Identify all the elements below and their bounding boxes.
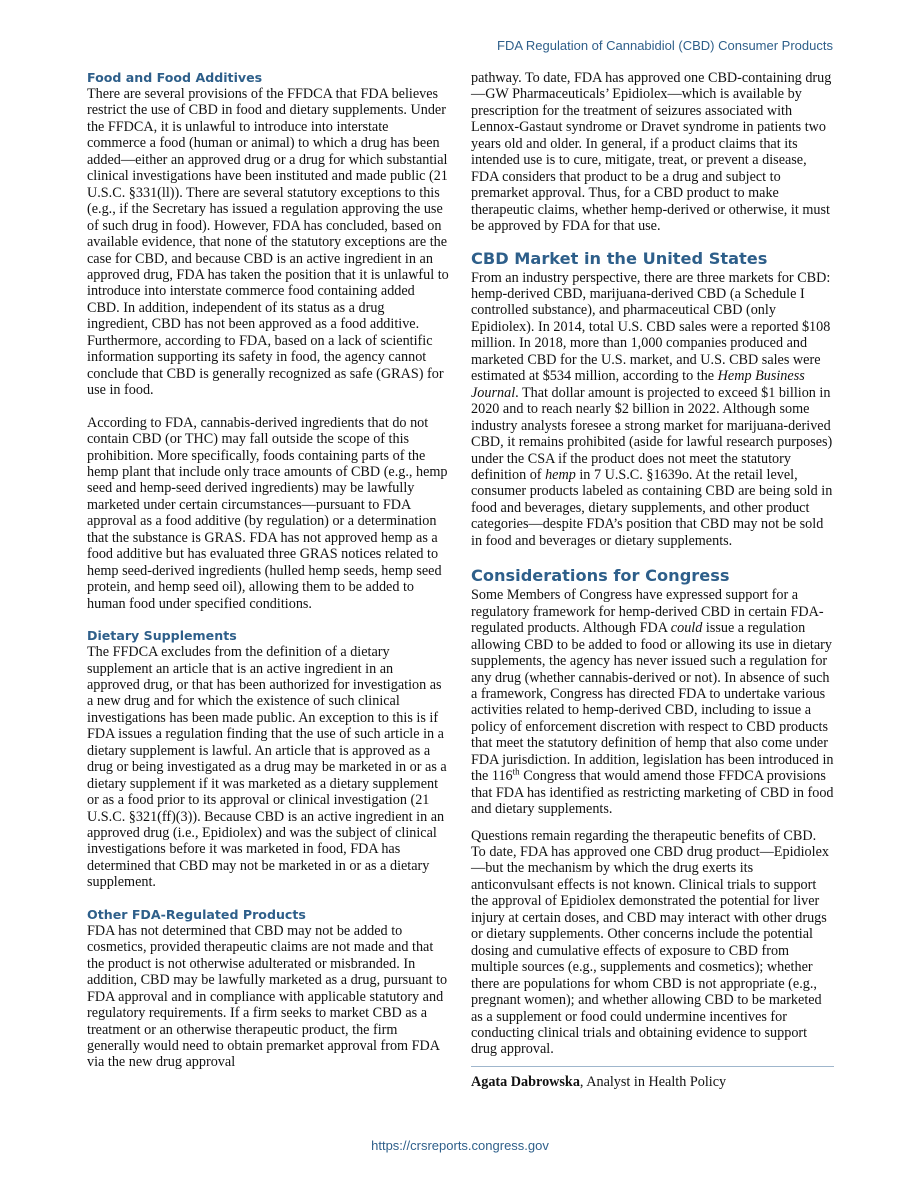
paragraph: pathway. To date, FDA has approved one CBD-containing drug—GW Pharmaceuticals’ Epidiolex—which is available by prescription for the treatment of seizures associated with Lennox-Gastaut syndrome or Dravet syndrome in patients two years old and older. In general, if a product claims that its intended use is to cure, mitigate, treat, or prevent a disease, FDA considers that product to be a drug and subject to premarket approval. Thus, for a CBD product to make therapeutic claims, whether hemp-derived or otherwise, it must be approved by FDA for that use. <box>471 70 832 235</box>
running-header: FDA Regulation of Cannabidiol (CBD) Consumer Products <box>497 38 833 53</box>
section-heading-food: Food and Food Additives <box>87 70 263 85</box>
paragraph <box>471 587 834 817</box>
paragraph: According to FDA, cannabis-derived ingredients that do not contain CBD (or THC) may fall outside the scope of this prohibition. More specifically, foods containing parts of the hemp plant that include only trace amounts of CBD (e.g., hemp seed and hemp-seed derived ingredients) may be lawfully marketed under certain circumstances—pursuant to FDA approval as a food additive (by regulation) or a determination that the substance is GRAS. FDA has not approved hemp as a food additive but has evaluated three GRAS notices related to hemp seed-derived ingredients (hulled hemp seeds, hemp seed protein, and hemp seed oil), allowing them to be added to human food under specified conditions. <box>87 414 448 612</box>
emphasis-could: could <box>670 620 703 637</box>
text-run: issue a regulation allowing CBD to be added to food or allowing its use in dietary supplements, the agency has never issued such a regulation for any drug (whether cannabis-derived or not). In absence of such a framework, Congress has directed FDA to undertake various activities related to hemp-derived CBD, including to issue a policy of enforcement discretion with respect to CBD products that meet the statutory definition of hemp that also come under FDA jurisdiction. In addition, legislation has been introduced in the 116 <box>471 620 834 785</box>
text-run: Some Members of Congress have expressed support for a regulatory framework for hemp-derived CBD in certain FDA-regulated products. Although FDA <box>471 587 824 637</box>
left-column <box>87 70 449 1071</box>
footer-url[interactable]: https://crsreports.congress.gov <box>371 1138 549 1153</box>
section-heading-market: CBD Market in the United States <box>471 248 768 268</box>
author-line <box>471 1066 834 1090</box>
paragraph: Questions remain regarding the therapeutic benefits of CBD. To date, FDA has approved one CBD drug product—Epidiolex—but the mechanism by which the drug exerts its anticonvulsant effects is not known. Clinical trials to support the approval of Epidiolex demonstrated the potential for liver injury at certain doses, and CBD may interact with other drugs or dietary supplements. Other concerns include the potential dosing and cumulative effects of exposure to CBD from multiple sources (e.g., supplements and cosmetics); whether there are populations for whom CBD is not appropriate (e.g., pregnant women); and whether allowing CBD to be marketed as a supplement or food could undermine incentives for conducting clinical trials and obtaining evidence to support drug approval. <box>471 827 829 1058</box>
author-title: , Analyst in Health Policy <box>579 1073 727 1090</box>
text-run: in 7 U.S.C. §1639o. At the retail level, consumer products labeled as containing CBD are being sold in food and beverages, dietary supplements, and other product categories—despite FDA’s position that CBD may not be sold in food and beverages or dietary supplements. <box>471 466 833 549</box>
paragraph: The FFDCA excludes from the definition of a dietary supplement an article that is an active ingredient in an approved drug, or that has been authorized for investigation as a new drug and for which the existence of such clinical investigations has been made public. An exception to this is if FDA issues a regulation finding that the use of such article in a dietary supplement is lawful. An article that is approved as a drug or being investigated as a drug may be marketed in or as a dietary supplement if it was marketed as a dietary supplement or as a food prior to its approval or clinical investigation (21 U.S.C. §321(ff)(3)). Because CBD is an active ingredient in an approved drug (i.e., Epidiolex) and was the subject of clinical investigations before it was marketed in food, FDA has determined that CBD may not be marketed in or as a dietary supplement. <box>87 644 447 891</box>
text-run: From an industry perspective, there are three markets for CBD: hemp-derived CBD, marijuana-derived CBD (a Schedule I controlled substance), and pharmaceutical CBD (only Epidiolex). In 2014, total U.S. CBD sales were a reported $108 million. In 2018, more than 1,000 companies produced and marketed CBD for the U.S. market, and U.S. CBD sales were estimated at $534 million, according to the <box>471 269 831 385</box>
paragraph: There are several provisions of the FFDCA that FDA believes restrict the use of CBD in food and dietary supplements. Under the FFDCA, it is unlawful to introduce into interstate commerce a food (human or animal) to which a drug has been added—either an approved drug or a drug for which substantial clinical investigations have been instituted and made public (21 U.S.C. §331(ll)). There are several statutory exceptions to this (e.g., if the Secretary has issued a regulation approving the use of such drug in food). However, FDA has concluded, based on available evidence, that none of the statutory exceptions are the case for CBD, and because CBD is an active ingredient in an approved drug, FDA has taken the position that it is unlawful to introduce into interstate commerce food containing added CBD. In addition, independent of its status as a drug ingredient, CBD has not been approved as a food additive. Furthermore, according to FDA, based on a lack of scientific information supporting its safety in food, the agency cannot conclude that CBD is generally recognized as safe (GRAS) for use in food. <box>87 86 449 399</box>
text-run: . That dollar amount is projected to exceed $1 billion in 2020 and to reach nearly $2 billion in 2022. Although some industry analysts foresee a strong market for marijuana-derived CBD, it remains prohibited (aside for lawful research purposes) under the CSA if the product does not meet the statutory definition of <box>471 384 833 483</box>
emphasis-hemp: hemp <box>545 466 576 483</box>
journal-title: Hemp Business Journal <box>471 368 805 401</box>
paragraph: FDA has not determined that CBD may not be added to cosmetics, provided therapeutic claims are not made and that the product is not otherwise adulterated or misbranded. In addition, CBD may be lawfully marketed as a drug, pursuant to FDA approval and in compliance with applicable statutory and regulatory requirements. If a firm seeks to market CBD as a treatment or an otherwise therapeutic product, the firm generally would need to obtain premarket approval from FDA via the new drug approval <box>87 922 448 1071</box>
text-run: Congress that would amend those FFDCA provisions that FDA has identified as restricting marketing of CBD in food and dietary supplements. <box>471 768 834 818</box>
author-name: Agata Dabrowska <box>471 1073 580 1090</box>
superscript: th <box>512 766 520 777</box>
section-heading-dietary: Dietary Supplements <box>87 628 237 644</box>
section-heading-congress: Considerations for Congress <box>471 566 730 586</box>
paragraph <box>471 270 834 550</box>
section-heading-other-products: Other FDA-Regulated Products <box>87 906 306 922</box>
right-column <box>471 70 834 1090</box>
